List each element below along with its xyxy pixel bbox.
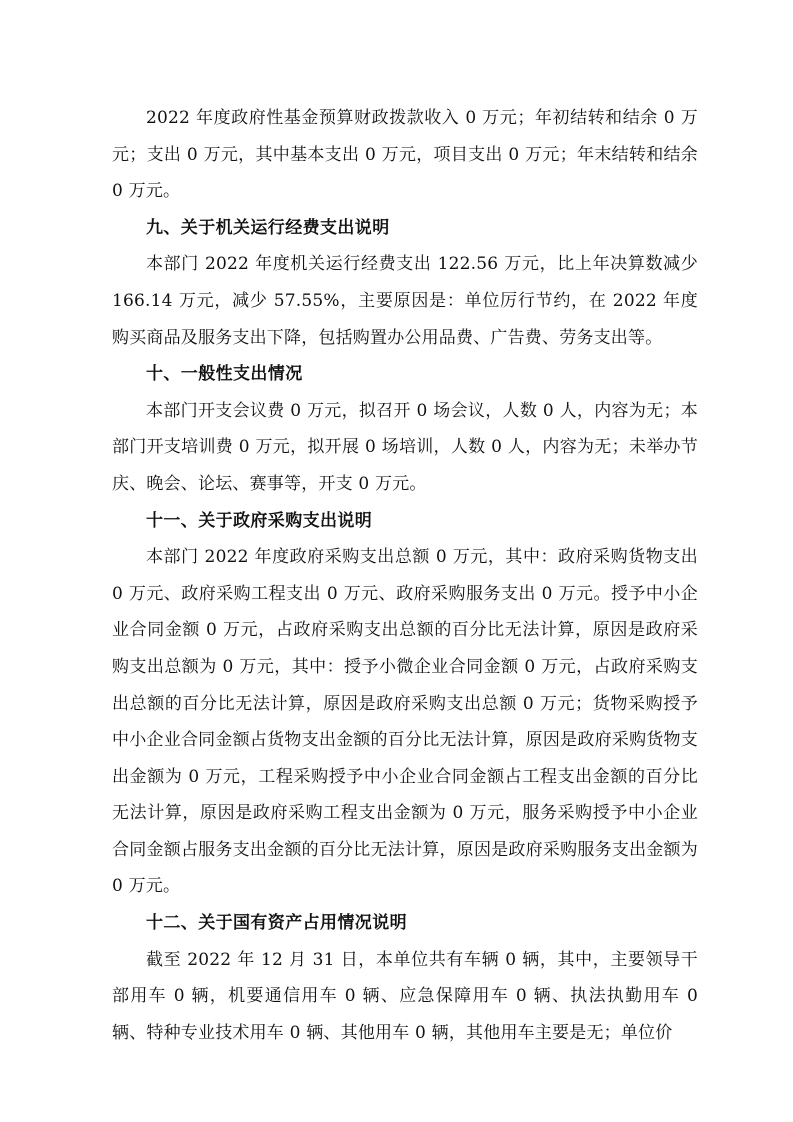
gov-fund-paragraph: 2022 年度政府性基金预算财政拨款收入 0 万元；年初结转和结余 0 万元；支出 0 万元，其中基本支出 0 万元，项目支出 0 万元；年末结转和结余 0 万元。: [112, 108, 698, 202]
document-body: [112, 100, 698, 1051]
section-11-paragraph: 本部门 2022 年度政府采购支出总额 0 万元，其中：政府采购货物支出 0 万元、政府采购工程支出 0 万元、政府采购服务支出 0 万元。授予中小企业合同金额 0 万元，占政府采购支出总额的百分比无法计算，原因是政府采购支出总额为 0 万元，其中：授予小微企业合同金额 0 万元，占政府采购支出总额的百分比无法计算，原因是政府采购支出总额 0 万元；货物采购授予中小企业合同金额占货物支出金额的百分比无法计算，原因是政府采购货物支出金额为 0 万元，工程采购授予中小企业合同金额占工程支出金额的百分比无法计算，原因是政府采购工程支出金额为 0 万元，服务采购授予中小企业合同金额占服务支出金额的百分比无法计算，原因是政府采购服务支出金额为 0 万元。: [112, 547, 698, 897]
section-10-heading: 十、一般性支出情况: [146, 364, 303, 385]
section-9-paragraph: 本部门 2022 年度机关运行经费支出 122.56 万元，比上年决算数减少 166.14 万元，减少 57.55%，主要原因是：单位厉行节约，在 2022 年度购买商品及服务支出下降，包括购置办公用品费、广告费、劳务支出等。: [112, 254, 698, 348]
section-12-paragraph: 截至 2022 年 12 月 31 日，本单位共有车辆 0 辆，其中，主要领导干部用车 0 辆，机要通信用车 0 辆、应急保障用车 0 辆、执法执勤用车 0 辆、特种专业技术用车 0 辆、其他用车 0 辆，其他用车主要是无；单位价: [112, 949, 698, 1043]
section-9-heading: 九、关于机关运行经费支出说明: [146, 217, 390, 238]
section-11-heading: 十一、关于政府采购支出说明: [146, 510, 373, 531]
section-10-paragraph: 本部门开支会议费 0 万元，拟召开 0 场会议，人数 0 人，内容为无；本部门开支培训费 0 万元，拟开展 0 场培训，人数 0 人，内容为无；未举办节庆、晚会、论坛、赛事等，开支 0 万元。: [112, 400, 698, 494]
section-12-heading: 十二、关于国有资产占用情况说明: [146, 913, 407, 934]
